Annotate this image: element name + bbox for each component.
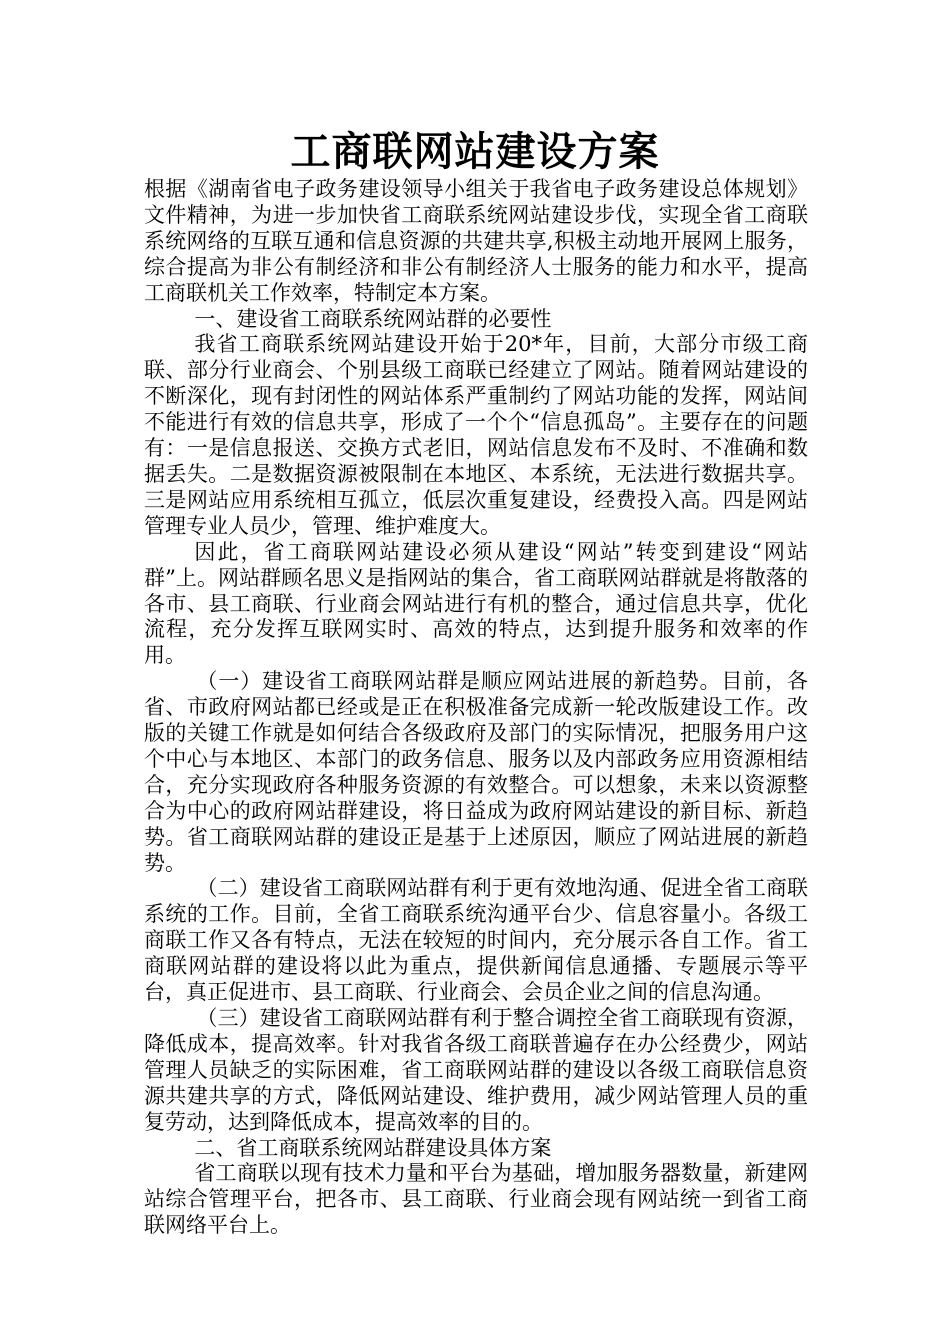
- paragraph: 我省工商联系统网站建设开始于20*年，目前，大部分市级工商联、部分行业商会、个别县级工商联已经建立了网站。随着网站建设的不断深化，现有封闭性的网站体系严重制约了网站功能的发挥，网站间不能进行有效的信息共享，形成了一个个“信息孤岛”。主要存在的问题有：一是信息报送、交换方式老旧，网站信息发布不及时、不准确和数据丢失。二是数据资源被限制在本地区、本系统，无法进行数据共享。三是网站应用系统相互孤立，低层次重复建设，经费投入高。四是网站管理专业人员少，管理、维护难度大。: [144, 332, 808, 538]
- document-title: 工商联网站建设方案: [290, 128, 660, 175]
- paragraph: （一）建设省工商联网站群是顺应网站进展的新趋势。目前，各省、市政府网站都已经或是正在积极准备完成新一轮改版建设工作。改版的关键工作就是如何结合各级政府及部门的实际情况，把服务用户这个中心与本地区、本部门的政务信息、服务以及内部政务应用资源相结合，充分实现政府各种服务资源的有效整合。可以想象，未来以资源整合为中心的政府网站群建设，将日益成为政府网站建设的新目标、新趋势。省工商联网站群的建设正是基于上述原因，顺应了网站进展的新趋势。: [144, 669, 808, 875]
- paragraph: 因此，省工商联网站建设必须从建设“网站”转变到建设“网站群”上。网站群顾名思义是指网站的集合，省工商联网站群就是将散落的各市、县工商联、行业商会网站进行有机的整合，通过信息共享，优化流程，充分发挥互联网实时、高效的特点，达到提升服务和效率的作用。: [144, 539, 808, 668]
- section-heading-1: 一、建设省工商联系统网站群的必要性: [194, 306, 552, 331]
- document-body: [144, 177, 808, 1239]
- paragraph: （二）建设省工商联网站群有利于更有效地沟通、促进全省工商联系统的工作。目前，全省工商联系统沟通平台少、信息容量小。各级工商联工作又各有特点，无法在较短的时间内，充分展示各自工作。省工商联网站群的建设将以此为重点，提供新闻信息通播、专题展示等平台，真正促进市、县工商联、行业商会、会员企业之间的信息沟通。: [144, 876, 808, 1005]
- paragraph-intro: 根据《湖南省电子政务建设领导小组关于我省电子政务建设总体规划》文件精神，为进一步加快省工商联系统网站建设步伐，实现全省工商联系统网络的互联互通和信息资源的共建共享,积极主动地开展网上服务，综合提高为非公有制经济和非公有制经济人士服务的能力和水平，提高工商联机关工作效率，特制定本方案。: [144, 177, 808, 305]
- paragraph: 省工商联以现有技术力量和平台为基础，增加服务器数量，新建网站综合管理平台，把各市、县工商联、行业商会现有网站统一到省工商联网络平台上。: [144, 1161, 808, 1238]
- paragraph: （三）建设省工商联网站群有利于整合调控全省工商联现有资源，降低成本，提高效率。针对我省各级工商联普遍存在办公经费少，网站管理人员缺乏的实际困难，省工商联网站群的建设以各级工商联信息资源共建共享的方式，降低网站建设、维护费用，减少网站管理人员的重复劳动，达到降低成本，提高效率的目的。: [144, 1006, 808, 1134]
- section-heading-2: 二、省工商联系统网站群建设具体方案: [194, 1135, 552, 1160]
